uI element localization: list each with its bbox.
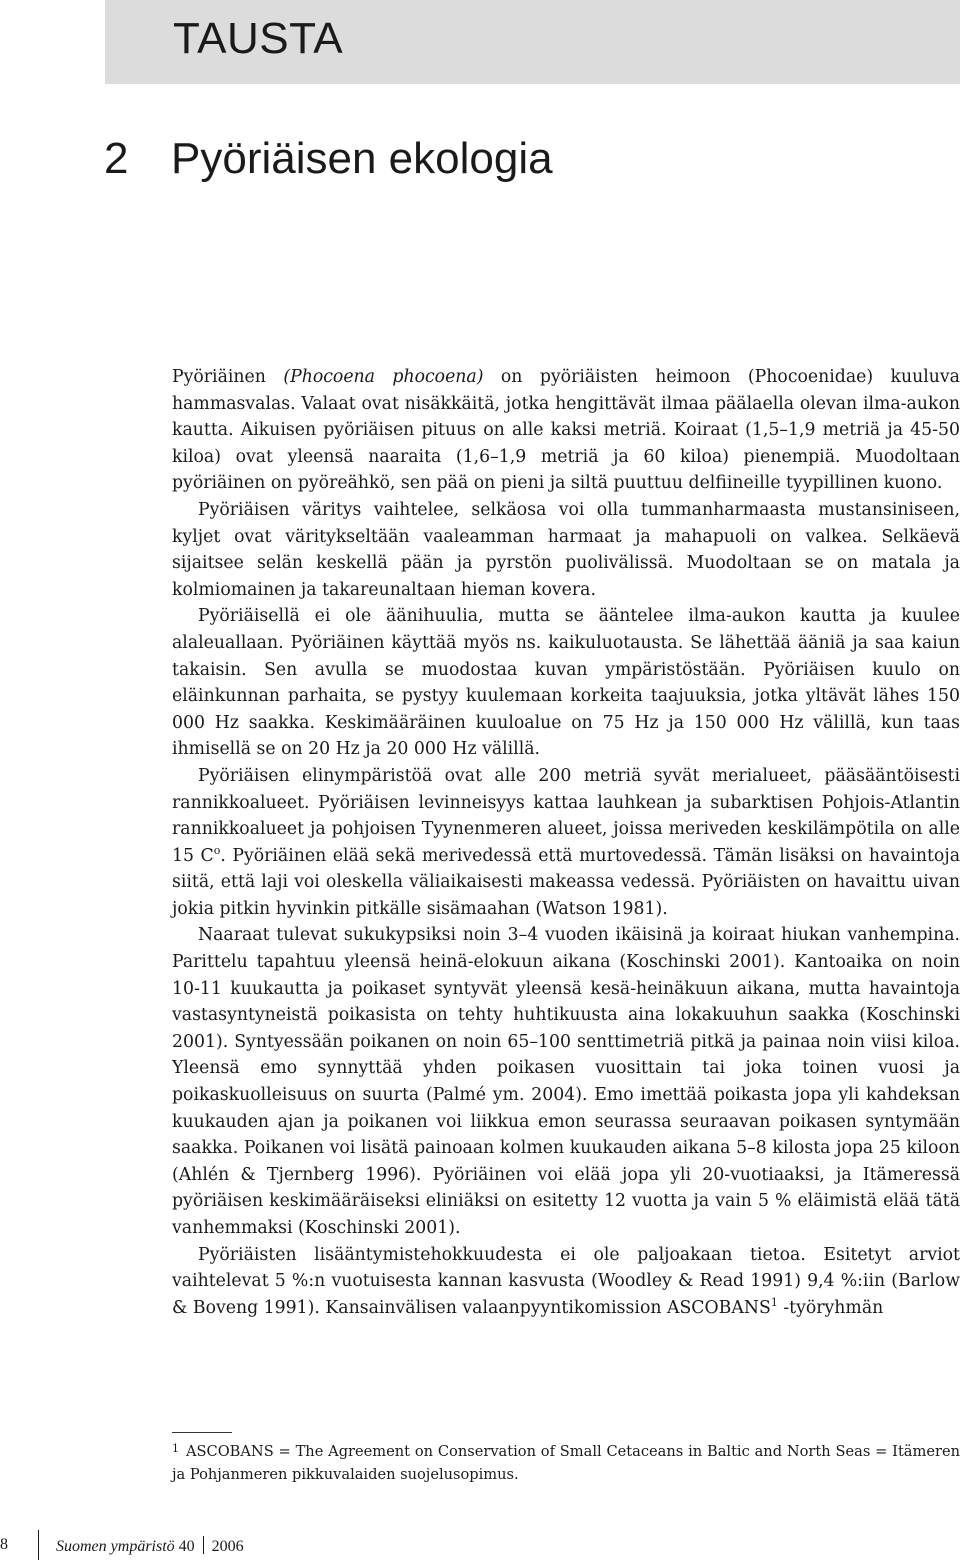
chapter-title: Pyöriäisen ekologia bbox=[171, 134, 553, 183]
paragraph-4-rest: . Pyöriäinen elää sekä merivedessä että murtovedessä. Tämän lisäksi on havaintoja siitä, että laji voi oleskella väliaikaisesti makeassa vedessä. Pyöriäisten on havaittu uivan jokia pitkin hyvinkin pitkälle sisämaahan (Watson 1981). bbox=[172, 845, 960, 919]
paragraph-4-start: Pyöriäisen elinympäristöä ovat alle 200 metriä syvät merialueet, pääsääntöisesti rannikkoalueet. Pyöriäisen levinneisyys kattaa lauhkean ja subarktisen Pohjois-Atlantin rannikkoalueet ja pohjoisen Tyynenmeren alueet, joissa meriveden keskilämpötila on alle 15 C bbox=[172, 765, 960, 866]
footnote-mark: 1 bbox=[172, 1442, 179, 1455]
footnote-text: ASCOBANS = The Agreement on Conservation of Small Cetaceans in Baltic and North Seas = Itämeren ja Pohjanmeren pikkuvalaiden suojelusopimus. bbox=[172, 1443, 960, 1483]
paragraph-1 bbox=[172, 364, 960, 497]
degree-mark: o bbox=[213, 843, 221, 857]
issue-number: 40 bbox=[178, 1538, 195, 1555]
paragraph-4 bbox=[172, 763, 960, 923]
footer-separator bbox=[38, 1530, 39, 1560]
chapter-number: 2 bbox=[104, 134, 129, 183]
publication-info bbox=[56, 1536, 244, 1556]
footnote bbox=[172, 1437, 960, 1486]
page-number: 8 bbox=[0, 1536, 8, 1553]
species-name: (Phocoena phocoena) bbox=[283, 367, 484, 387]
paragraph-6-rest: -työryhmän bbox=[777, 1297, 884, 1318]
footnote-divider bbox=[172, 1432, 232, 1433]
paragraph-6 bbox=[172, 1242, 960, 1322]
publication-year: 2006 bbox=[211, 1538, 244, 1555]
footnote-reference: 1 bbox=[770, 1296, 778, 1310]
paragraph-6-start: Pyöriäisten lisääntymistehokkuudesta ei ole paljoakaan tietoa. Esitetyt arviot vaihtelevat 5 %:n vuotuisesta kannan kasvusta (Woodley & Read 1991) 9,4 %:iin (Barlow & Boveng 1991). Kansainvälisen valaanpyyntikomission ASCOBANS bbox=[172, 1244, 960, 1318]
section-title: TAUSTA bbox=[173, 14, 344, 63]
chapter-heading bbox=[104, 134, 553, 184]
publication-name: Suomen ympäristö bbox=[56, 1538, 175, 1555]
paragraph-1-start: Pyöriäinen bbox=[172, 367, 284, 387]
issue-separator bbox=[203, 1536, 204, 1554]
paragraph-3: Pyöriäisellä ei ole äänihuulia, mutta se ääntelee ilma-aukon kautta ja kuulee alaleuallaan. Pyöriäinen käyttää myös ns. kaikuluotausta. Se lähettää ääniä ja saa kaiun takaisin. Sen avulla se muodostaa kuvan ympäristöstään. Pyöriäisen kuulo on eläinkunnan parhaita, se pystyy kuulemaan korkeita taajuuksia, jotka yltävät lähes 150 000 Hz saakka. Keskimääräinen kuuloalue on 75 Hz ja 150 000 Hz välillä, kun taas ihmisellä se on 20 Hz ja 20 000 Hz välillä. bbox=[172, 606, 960, 760]
paragraph-1-rest: on pyöriäisten heimoon (Phocoenidae) kuuluva hammasvalas. Valaat ovat nisäkkäitä, jotka hengittävät ilmaa päälaella olevan ilma-aukon kautta. Aikuisen pyöriäisen pituus on alle kaksi metriä. Koiraat (1,5–1,9 metriä ja 45-50 kiloa) ovat yleensä naaraita (1,6–1,9 metriä ja 60 kiloa) pienempiä. Muodoltaan pyöriäinen on pyöreähkö, sen pää on pieni ja siltä puuttuu delfiineille tyypillinen kuono. bbox=[172, 367, 960, 494]
section-header-bar bbox=[105, 0, 960, 84]
body-text bbox=[172, 364, 960, 1321]
paragraph-5: Naaraat tulevat sukukypsiksi noin 3–4 vuoden ikäisinä ja koiraat hiukan vanhempina. Parittelu tapahtuu yleensä heinä-elokuun aikana (Koschinski 2001). Kantoaika on noin 10-11 kuukautta ja poikaset syntyvät yleensä kesä-heinäkuun aikana, mutta havaintoja vastasyntyneistä poikasista on tehty huhtikuusta aina lokakuuhun saakka (Koschinski 2001). Syntyessään poikanen on noin 65–100 senttimetriä pitkä ja painaa noin viisi kiloa. Yleensä emo synnyttää yhden poikasen vuosittain tai joka toinen vuosi ja poikaskuolleisuus on suurta (Palmé ym. 2004). Emo imettää poikasta jopa yli kahdeksan kuukauden ajan ja poikanen voi liikkua emon seurassa seuraavan poikasen syntymään saakka. Poikanen voi lisätä painoaan kolmen kuukauden aikana 5–8 kilosta jopa 25 kiloon (Ahlén & Tjernberg 1996). Pyöriäinen voi elää jopa yli 20-vuotiaaksi, ja Itämeressä pyöriäisen keskimääräiseksi eliniäksi on esitetty 12 vuotta ja vain 5 % eläimistä elää tätä vanhemmaksi (Koschinski 2001). bbox=[172, 925, 960, 1238]
paragraph-2: Pyöriäisen väritys vaihtelee, selkäosa voi olla tummanharmaasta mustansiniseen, kyljet ovat väritykseltään vaaleamman harmaat ja mahapuoli on valkea. Selkäevä sijaitsee selän keskellä pään ja pyrstön puolivälissä. Muodoltaan se on matala ja kolmiomainen ja takareunaltaan hieman kovera. bbox=[172, 499, 960, 600]
